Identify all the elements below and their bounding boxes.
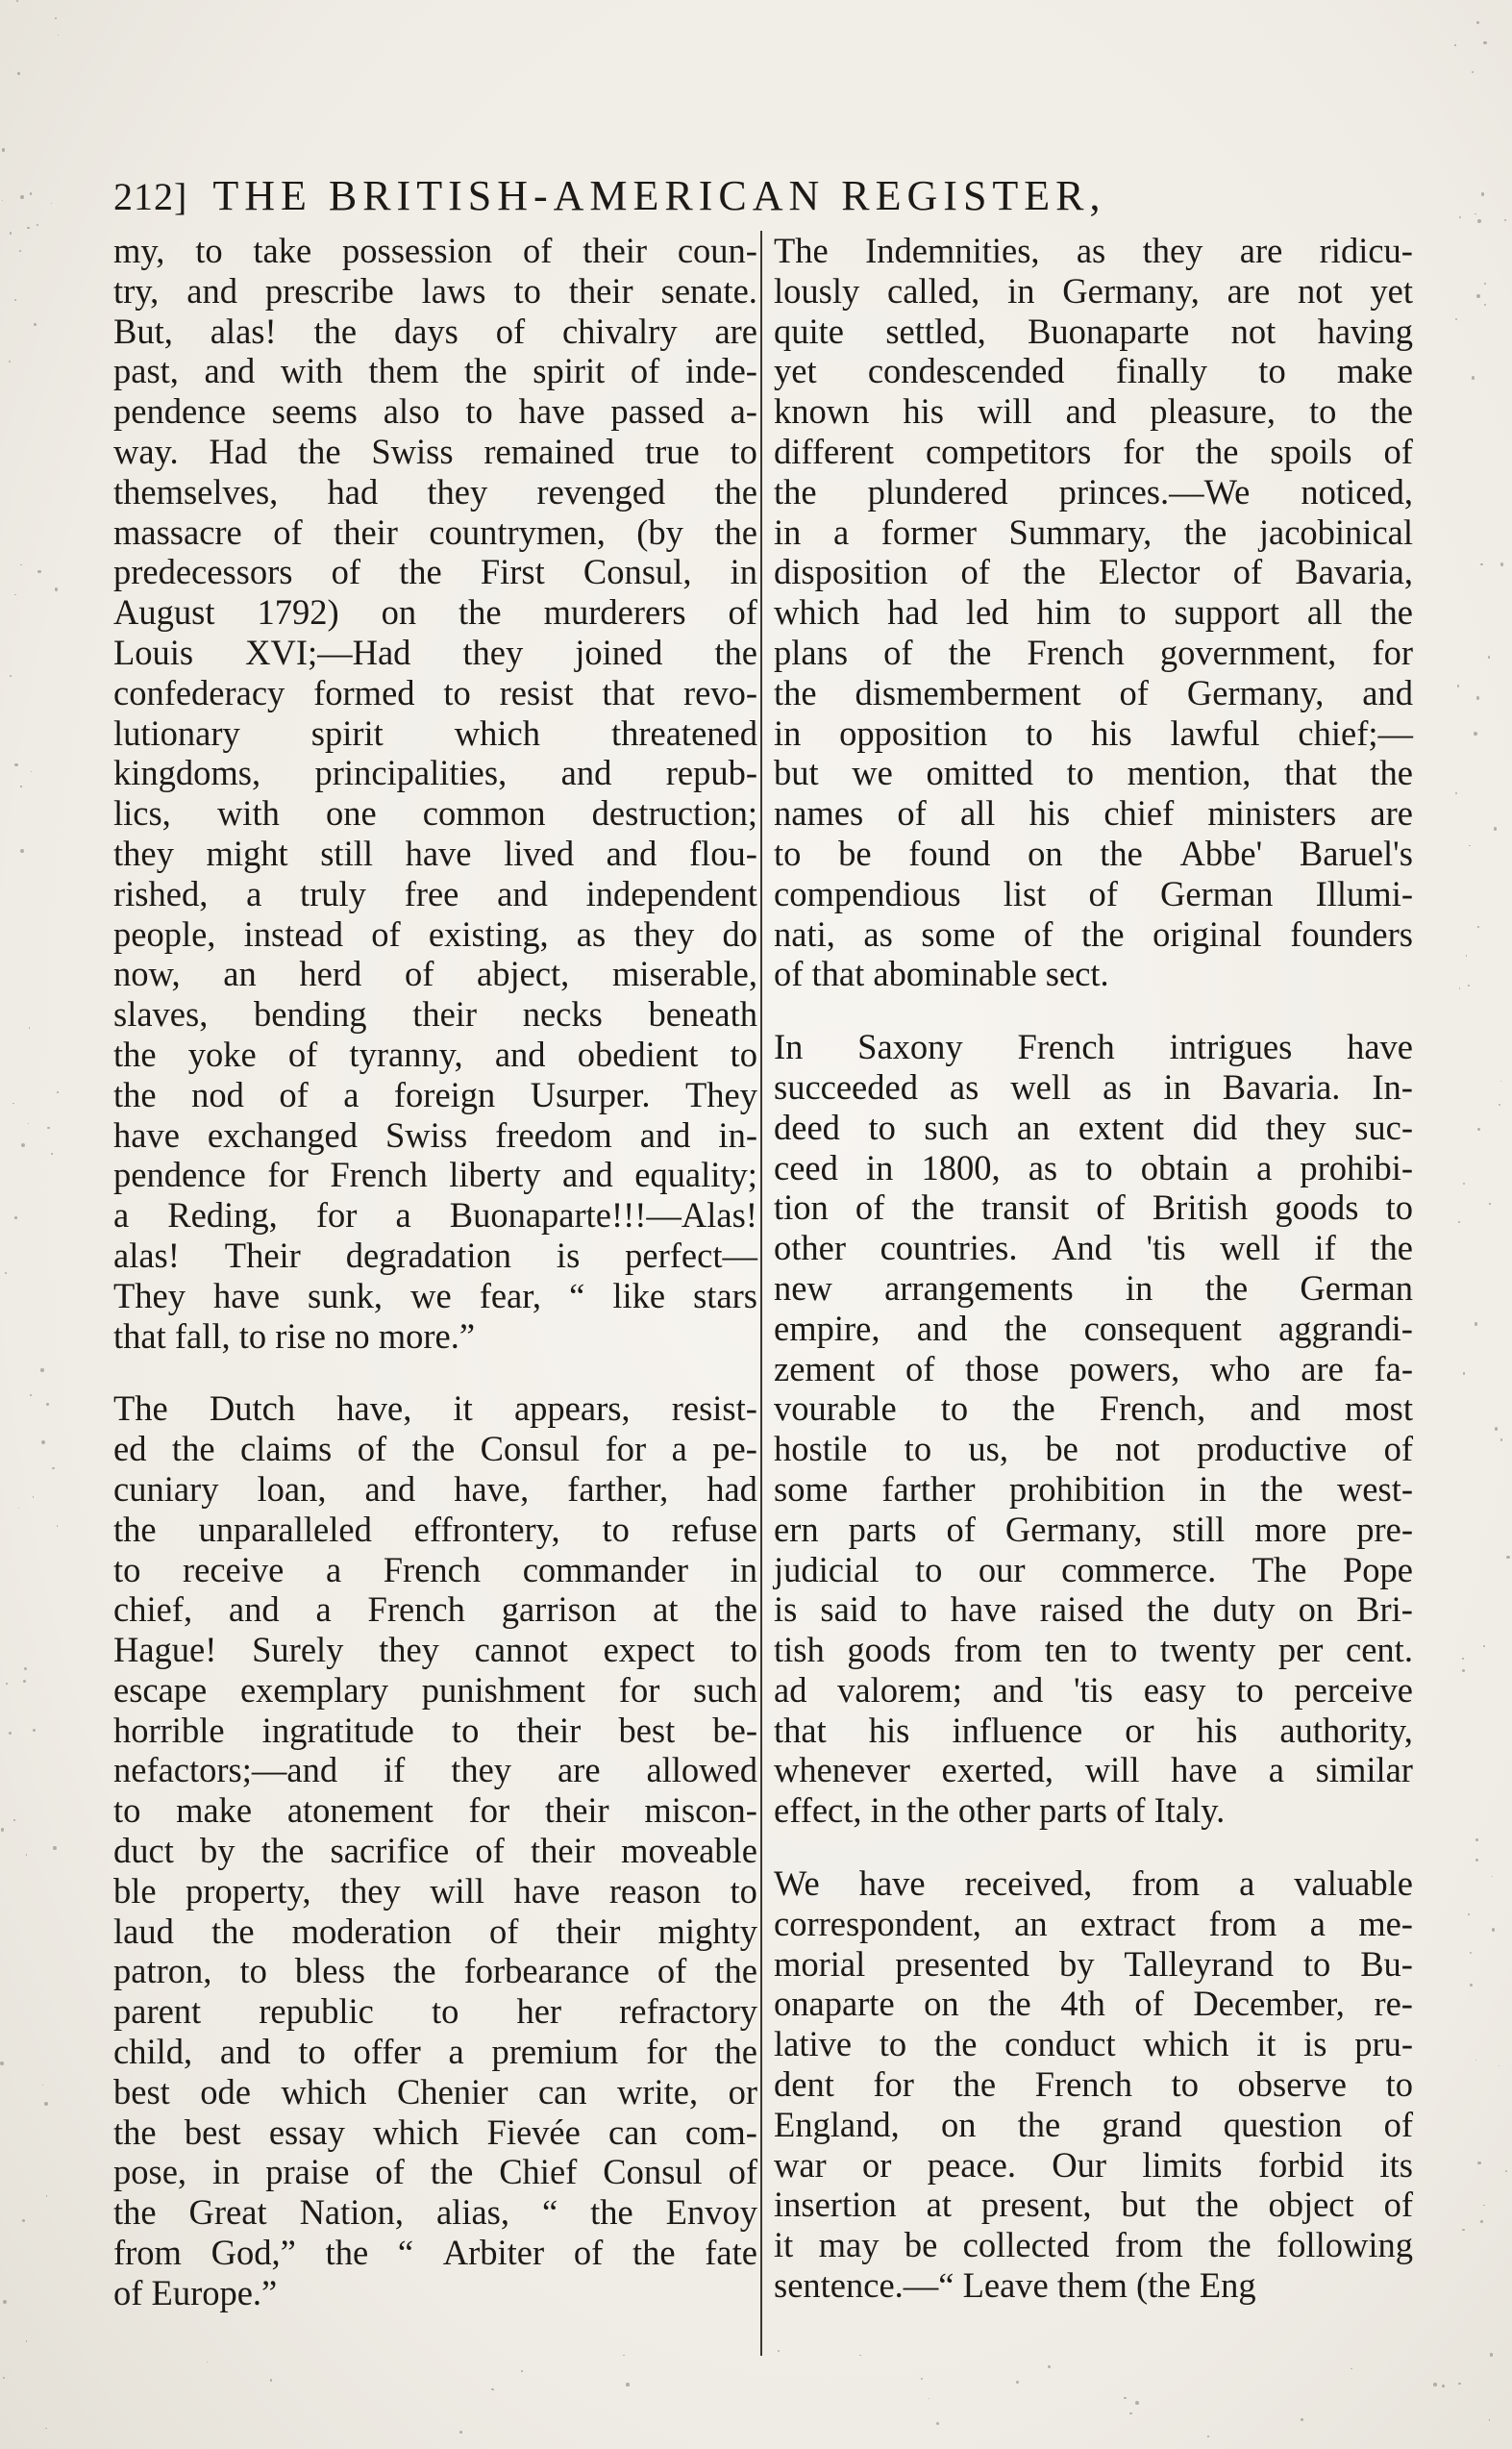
paragraph [774, 1027, 1413, 1831]
text-line: my, to take possession of their coun- [113, 231, 757, 270]
paper-speck [1477, 1128, 1481, 1132]
text-line: deed to such an extent did they suc- [774, 1107, 1413, 1147]
paper-speck [6, 1683, 8, 1685]
paper-speck [10, 232, 12, 235]
text-line: the dismemberment of Germany, and [774, 672, 1413, 712]
paper-speck [1470, 1984, 1473, 1987]
paper-speck [14, 763, 18, 767]
paper-speck [1455, 792, 1457, 794]
paragraph-gap [774, 994, 1413, 1027]
paper-speck [1135, 2401, 1139, 2405]
text-line: have exchanged Swiss freedom and in- [113, 1114, 757, 1155]
text-line: now, an herd of abject, miserable, [113, 954, 757, 994]
paragraph-gap [113, 1356, 757, 1388]
text-line: parent republic to her refractory [113, 1991, 757, 2032]
paper-speck [1483, 1645, 1485, 1647]
text-line: rished, a truly free and independent [113, 873, 757, 913]
paper-speck [20, 786, 21, 787]
paper-speck [270, 2379, 272, 2381]
text-line: confederacy formed to resist that revo- [113, 672, 757, 712]
paper-speck [1506, 1556, 1509, 1559]
text-line: themselves, had they revenged the [113, 471, 757, 512]
text-line: quite settled, Buonaparte not having [774, 311, 1413, 351]
paper-speck [9, 361, 11, 362]
paper-speck [14, 594, 15, 595]
text-line: which had led him to support all the [774, 592, 1413, 633]
text-line: the Great Nation, alias, “ the Envoy [113, 2192, 757, 2233]
paper-speck [21, 1143, 25, 1147]
paper-speck [1476, 21, 1479, 24]
paper-speck [1499, 2065, 1500, 2066]
text-line: ed the claims of the Consul for a pe- [113, 1429, 757, 1469]
paper-speck [20, 195, 24, 199]
paper-speck [51, 203, 52, 204]
text-line: The Dutch have, it appears, resist- [113, 1388, 757, 1429]
paper-speck [1480, 563, 1483, 566]
paper-speck [1476, 294, 1480, 298]
paper-speck [1505, 2170, 1507, 2172]
paper-speck [31, 771, 32, 772]
paper-speck [1500, 562, 1503, 565]
text-line: the plundered princes.—We noticed, [774, 471, 1413, 512]
right-column [774, 231, 1413, 2306]
paper-speck [1474, 732, 1477, 736]
paper-speck [45, 2428, 46, 2429]
paper-speck [1351, 2368, 1352, 2370]
paper-speck [1454, 44, 1456, 46]
text-line: vourable to the French, and most [774, 1388, 1413, 1429]
paper-speck [778, 2350, 780, 2352]
text-line: They have sunk, we fear, “ like stars [113, 1275, 757, 1315]
paper-speck [1468, 985, 1471, 987]
text-line: In Saxony French intrigues have [774, 1027, 1413, 1067]
text-line: disposition of the Elector of Bavaria, [774, 552, 1413, 592]
paper-speck [1462, 1669, 1465, 1672]
text-line: duct by the sacrifice of their moveable [113, 1831, 757, 1871]
text-line: different competitors for the spoils of [774, 431, 1413, 471]
paper-speck [37, 570, 40, 573]
text-line: lics, with one common destruction; [113, 793, 757, 834]
paper-speck [1489, 2419, 1491, 2421]
text-line: effect, in the other parts of Italy. [774, 1790, 1226, 1831]
paper-speck [1490, 2353, 1494, 2357]
paper-speck [24, 1667, 27, 1670]
paper-speck [19, 250, 21, 252]
paper-speck [58, 35, 59, 36]
text-line: past, and with them the spirit of inde- [113, 351, 757, 391]
text-line: people, instead of existing, as they do [113, 913, 757, 954]
paper-speck [41, 1440, 45, 1444]
paper-speck [1504, 219, 1506, 221]
paper-speck [55, 17, 57, 19]
paper-speck [16, 0, 18, 2]
text-line: chief, and a French garrison at the [113, 1589, 757, 1630]
paper-speck [1492, 1876, 1493, 1877]
paper-speck [1484, 304, 1486, 306]
paper-speck [1475, 2060, 1476, 2061]
text-line: zement of those powers, who are fa- [774, 1348, 1413, 1388]
paper-speck [1476, 696, 1479, 699]
paper-speck [1, 1828, 5, 1832]
paragraph [774, 231, 1413, 994]
text-line: correspondent, an extract from a me- [774, 1903, 1413, 1943]
text-line: lously called, in Germany, are not yet [774, 270, 1413, 311]
paper-speck [1442, 2385, 1445, 2387]
paper-speck [30, 1394, 32, 1396]
paper-speck [17, 72, 20, 75]
text-line: some farther prohibition in the west- [774, 1468, 1413, 1509]
paper-speck [1462, 2229, 1465, 2232]
running-header [113, 171, 1421, 229]
paper-speck [57, 1091, 59, 1093]
paper-speck [14, 1216, 17, 1219]
text-line: empire, and the consequent aggrandi- [774, 1308, 1413, 1348]
text-line: to be found on the Abbe' Baruel's [774, 833, 1413, 873]
text-line: compendious list of German Illumi- [774, 873, 1413, 913]
paper-speck [55, 587, 58, 590]
paper-speck [14, 299, 16, 301]
paper-speck [10, 675, 12, 677]
text-line: way. Had the Swiss remained true to [113, 431, 757, 471]
paper-speck [859, 2355, 860, 2356]
paper-speck [3, 2377, 5, 2379]
text-line: ceed in 1800, as to obtain a prohibi- [774, 1147, 1413, 1187]
text-line: ble property, they will have reason to [113, 1870, 757, 1911]
paper-speck [2, 200, 3, 201]
paper-speck [1469, 845, 1471, 847]
paper-speck [1494, 827, 1498, 831]
text-line: ad valorem; and 'tis easy to perceive [774, 1669, 1413, 1710]
text-line: alas! Their degradation is perfect— [113, 1235, 757, 1275]
paper-speck [53, 1846, 57, 1850]
text-line: lutionary spirit which threatened [113, 712, 757, 753]
paper-speck [1488, 656, 1490, 658]
text-line: horrible ingratitude to their best be- [113, 1710, 757, 1750]
text-line: child, and to offer a premium for the [113, 2032, 757, 2072]
paper-speck [1481, 192, 1485, 196]
paper-speck [1495, 1427, 1498, 1430]
paper-speck [1477, 219, 1481, 223]
paper-speck [921, 2378, 923, 2380]
text-line: slaves, bending their necks beneath [113, 994, 757, 1035]
paper-speck [27, 227, 29, 229]
text-line: tion of the transit of British goods to [774, 1187, 1413, 1228]
paper-speck [1458, 1221, 1460, 1223]
text-line: pose, in praise of the Chief Consul of [113, 2152, 757, 2192]
paper-speck [52, 1467, 54, 1469]
paper-speck [929, 2398, 930, 2399]
paper-speck [1475, 1859, 1478, 1862]
paper-speck [22, 2219, 25, 2222]
text-line: names of all his chief ministers are [774, 793, 1413, 834]
text-line: England, on the grand question of [774, 2104, 1413, 2144]
paper-speck [51, 1153, 53, 1155]
text-line: whenever exerted, will have a similar [774, 1750, 1413, 1790]
paper-speck [1475, 1838, 1478, 1841]
text-line: it may be collected from the following [774, 2225, 1413, 2265]
paper-speck [1129, 2412, 1132, 2415]
paragraph [113, 1388, 757, 2312]
paper-speck [1459, 216, 1461, 218]
paper-speck [46, 2195, 48, 2197]
paper-speck [491, 2388, 493, 2390]
paper-speck [46, 1403, 49, 1406]
text-line: The Indemnities, as they are ridicu- [774, 231, 1413, 270]
paper-speck [40, 1368, 43, 1371]
paper-speck [37, 224, 38, 226]
paper-speck [623, 2355, 625, 2357]
text-line: escape exemplary punishment for such [113, 1669, 757, 1710]
text-line: We have received, from a valuable [774, 1863, 1413, 1904]
text-line: Louis XVI;—Had they joined the [113, 632, 757, 672]
paper-speck [42, 2085, 43, 2086]
paper-speck [1301, 2418, 1303, 2421]
text-line: from God,” the “ Arbiter of the fate [113, 2233, 757, 2273]
column-divider [760, 231, 762, 2356]
text-line: in a former Summary, the jacobinical [774, 512, 1413, 552]
paper-speck [1016, 2381, 1019, 2384]
paper-speck [1477, 926, 1478, 927]
text-line: pendence for French liberty and equality; [113, 1155, 757, 1195]
paper-speck [28, 1123, 29, 1124]
text-line: war or peace. Our limits forbid its [774, 2144, 1413, 2185]
paragraph [113, 231, 757, 1356]
paper-speck [1475, 1322, 1478, 1326]
text-line: succeeded as well as in Bavaria. In- [774, 1066, 1413, 1107]
paper-speck [1468, 1913, 1470, 1915]
paper-speck [18, 1508, 19, 1509]
paper-speck [1207, 2436, 1209, 2437]
paper-speck [1457, 685, 1459, 687]
paper-speck [1489, 1203, 1490, 1204]
paper-speck [5, 1272, 7, 1274]
text-line: pendence seems also to have passed a- [113, 391, 757, 432]
text-line: massacre of their countrymen, (by the [113, 512, 757, 552]
text-line: onaparte on the 4th of December, re- [774, 1984, 1413, 2024]
text-line: August 1792) on the murderers of [113, 592, 757, 633]
text-line: plans of the French government, for [774, 632, 1413, 672]
paper-speck [1472, 71, 1474, 73]
paper-speck [12, 1103, 13, 1104]
text-line: they might still have lived and flou- [113, 833, 757, 873]
paper-speck [626, 2383, 629, 2386]
text-line: try, and prescribe laws to their senate. [113, 270, 757, 311]
paper-speck [1472, 376, 1475, 379]
left-column [113, 231, 757, 2313]
paper-speck [26, 2340, 28, 2342]
text-line: a Reding, for a Buonaparte!!!—Alas! [113, 1195, 757, 1236]
text-line: but we omitted to mention, that the [774, 753, 1413, 793]
paper-speck [1462, 1658, 1464, 1660]
text-line: of that abominable sect. [774, 954, 1109, 994]
text-line: cuniary loan, and have, farther, had [113, 1468, 757, 1509]
text-line: to receive a French commander in [113, 1549, 757, 1589]
paper-speck [44, 2102, 48, 2106]
paper-speck [1480, 2220, 1483, 2223]
text-line: to make atonement for their miscon- [113, 1790, 757, 1831]
paper-speck [936, 2422, 939, 2425]
paper-speck [30, 192, 33, 195]
paper-speck [1500, 1081, 1501, 1082]
paper-speck [521, 2370, 523, 2372]
paper-speck [3, 2300, 7, 2304]
text-line: of Europe.” [113, 2272, 278, 2312]
text-line: laud the moderation of their mighty [113, 1911, 757, 1951]
text-line: But, alas! the days of chivalry are [113, 311, 757, 351]
paper-speck [1459, 987, 1460, 988]
text-line: hostile to us, be not productive of [774, 1429, 1413, 1469]
paragraph [774, 1863, 1413, 2306]
paper-speck [23, 1680, 26, 1683]
paper-speck [1500, 1438, 1502, 1440]
paper-speck [1124, 2397, 1127, 2400]
text-line: tish goods from ten to twenty per cent. [774, 1630, 1413, 1670]
text-line: nati, as some of the original founders [774, 913, 1413, 954]
text-line: dent for the French to observe to [774, 2064, 1413, 2105]
paper-speck [20, 564, 22, 566]
paragraph-gap [774, 1831, 1413, 1863]
paper-speck [1458, 2383, 1461, 2386]
paper-speck [1484, 283, 1486, 285]
paper-speck [20, 849, 24, 853]
text-line: insertion at present, but the object of [774, 2185, 1413, 2225]
paper-speck [29, 1027, 31, 1029]
paper-speck [2, 148, 5, 151]
paper-speck [1477, 2162, 1480, 2164]
paper-speck [1470, 1952, 1472, 1954]
paper-speck [9, 1732, 12, 1735]
paper-speck [47, 1127, 50, 1130]
text-line: known his will and pleasure, to the [774, 391, 1413, 432]
text-line: judicial to our commerce. The Pope [774, 1549, 1413, 1589]
text-line: the yoke of tyranny, and obedient to [113, 1034, 757, 1074]
paper-speck [1499, 1104, 1500, 1106]
paper-speck [1463, 1372, 1465, 1374]
text-line: lative to the conduct which it is pru- [774, 2024, 1413, 2064]
text-line: best ode which Chenier can write, or [113, 2071, 757, 2112]
paper-speck [57, 1525, 59, 1527]
paper-speck [1048, 2365, 1051, 2368]
text-line: kingdoms, principalities, and repub- [113, 753, 757, 793]
text-line: morial presented by Talleyrand to Bu- [774, 1943, 1413, 1984]
paper-speck [1455, 318, 1457, 320]
paper-speck [26, 1854, 27, 1855]
text-line: that his influence or his authority, [774, 1710, 1413, 1750]
paper-speck [1433, 2383, 1437, 2387]
text-line: the best essay which Fievée can com- [113, 2112, 757, 2152]
text-line: predecessors of the First Consul, in [113, 552, 757, 592]
text-line: ern parts of Germany, still more pre- [774, 1509, 1413, 1549]
paper-speck [1483, 2205, 1484, 2206]
paper-speck [13, 1819, 14, 1820]
text-line: that fall, to rise no more.” [113, 1315, 476, 1356]
page-number: 212] [113, 175, 188, 218]
text-line: in opposition to his lawful chief;— [774, 712, 1413, 753]
paper-speck [1483, 41, 1486, 44]
text-line: sentence.—“ Leave them (the Eng [774, 2265, 1256, 2306]
paper-speck [1492, 1928, 1496, 1932]
text-line: new arrangements in the German [774, 1267, 1413, 1308]
text-line: the nod of a foreign Usurper. They [113, 1074, 757, 1114]
text-line: is said to have raised the duty on Bri- [774, 1589, 1413, 1630]
text-line: Hague! Surely they cannot expect to [113, 1630, 757, 1670]
paper-speck [34, 323, 37, 326]
paper-speck [1463, 1183, 1465, 1185]
paper-speck [459, 2431, 462, 2434]
paper-speck [1466, 955, 1467, 956]
paper-speck [0, 2062, 4, 2065]
journal-title: THE BRITISH-AMERICAN REGISTER, [212, 172, 1106, 219]
text-line: patron, to bless the forbearance of the [113, 1951, 757, 1991]
text-line: other countries. And 'tis well if the [774, 1228, 1413, 1268]
paper-speck [33, 1729, 36, 1732]
text-line: the unparalleled effrontery, to refuse [113, 1509, 757, 1549]
text-line: nefactors;—and if they are allowed [113, 1750, 757, 1790]
text-line: yet condescended finally to make [774, 351, 1413, 391]
paper-speck [33, 1496, 34, 1497]
